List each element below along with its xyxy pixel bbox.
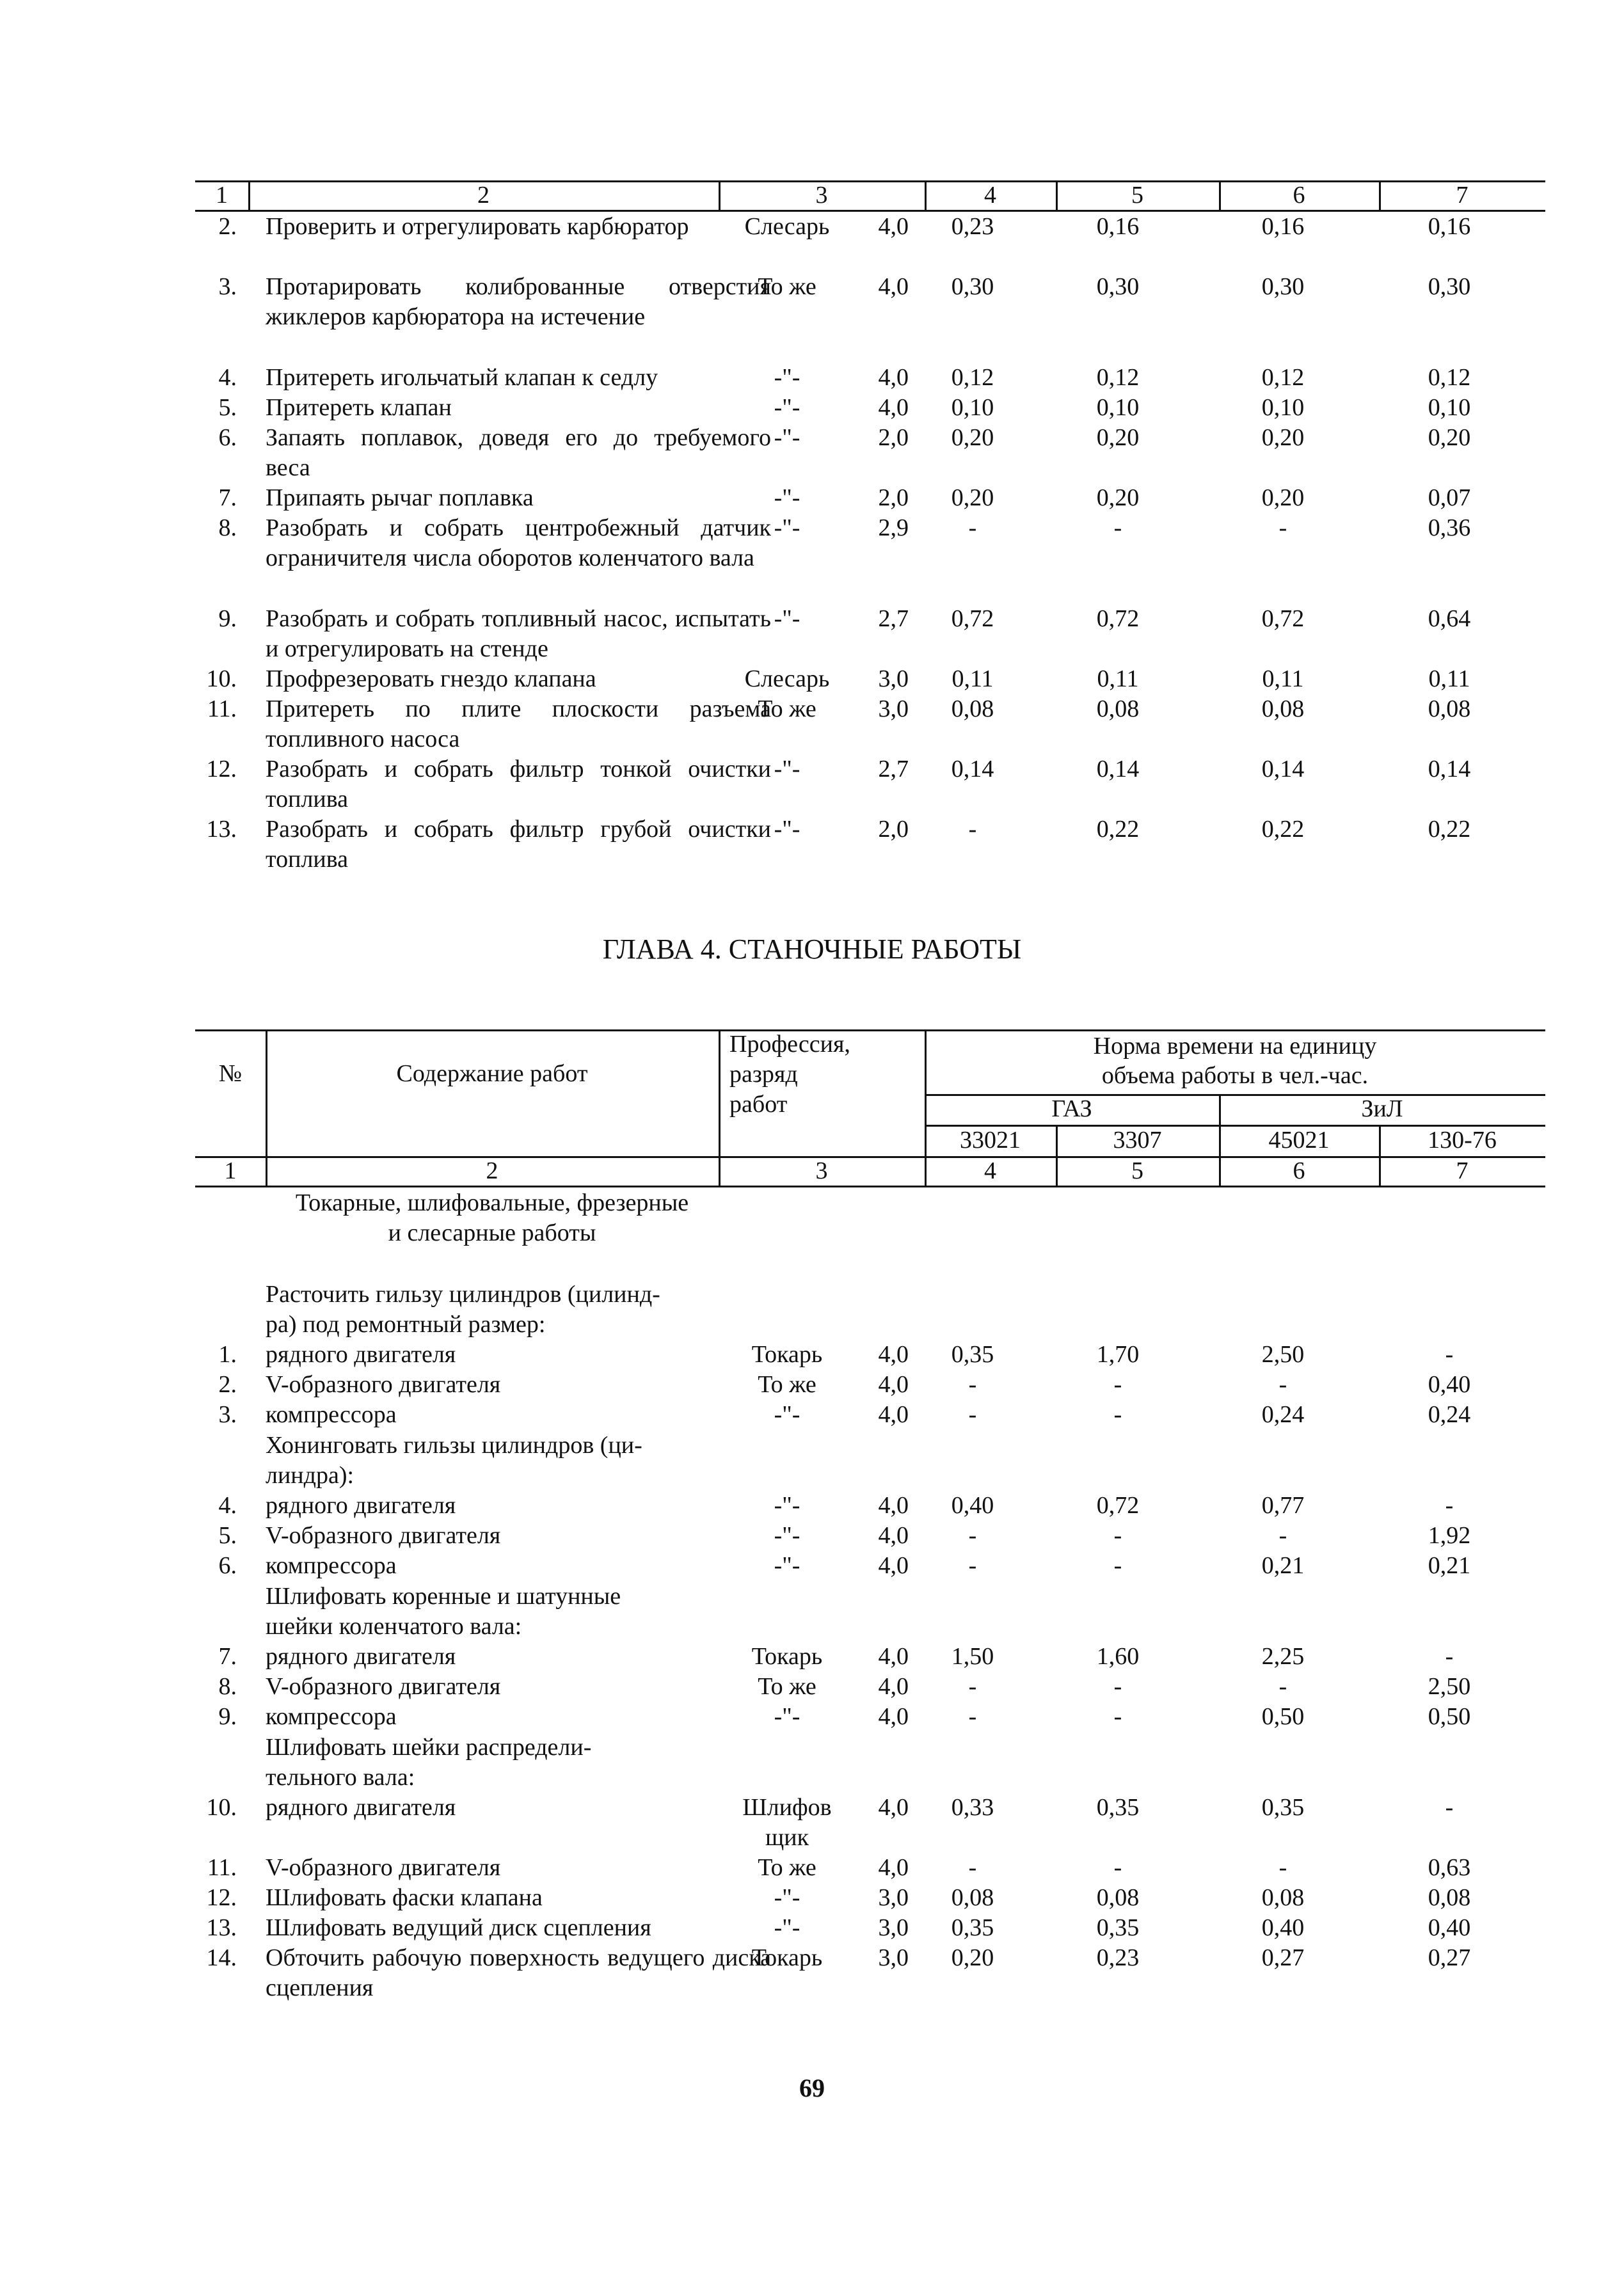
row-description: рядного двигателя xyxy=(266,1643,456,1670)
table2-head-number: № xyxy=(218,1060,243,1087)
row-norm-value: 2,25 xyxy=(1261,1643,1305,1670)
row-norm-value: - xyxy=(1113,1703,1122,1730)
row-norm-value: - xyxy=(1278,1673,1287,1700)
row-description: Шлифовать ведущий диск сцепления xyxy=(266,1914,651,1941)
row-norm-value: 0,63 xyxy=(1428,1854,1471,1881)
row-norm-value: 0,22 xyxy=(1261,816,1305,843)
row-profession: -"- xyxy=(774,605,800,632)
row-profession: -"- xyxy=(774,1914,800,1941)
row-norm-value: 0,27 xyxy=(1428,1944,1471,1971)
table2-head-content: Содержание работ xyxy=(396,1060,588,1087)
row-norm-value: 0,12 xyxy=(951,364,994,391)
row-norm-value: 0,14 xyxy=(1096,756,1140,782)
row-norm-value: - xyxy=(1113,1371,1122,1398)
row-profession: -"- xyxy=(774,756,800,782)
row-norm-value: 0,12 xyxy=(1096,364,1140,391)
table1-colnum: 3 xyxy=(815,182,828,209)
row-number: 13. xyxy=(206,1914,237,1941)
row-norm-value: 0,30 xyxy=(951,273,994,300)
row-grade: 4,0 xyxy=(878,1371,909,1398)
row-norm-value: - xyxy=(1113,1854,1122,1881)
row-norm-value: 0,36 xyxy=(1428,514,1471,541)
row-norm-value: 0,16 xyxy=(1428,213,1471,240)
row-norm-value: 0,40 xyxy=(1428,1914,1471,1941)
row-grade: 4,0 xyxy=(878,1703,909,1730)
row-grade: 4,0 xyxy=(878,1794,909,1821)
row-norm-value: 0,50 xyxy=(1261,1703,1305,1730)
row-grade: 4,0 xyxy=(878,273,909,300)
row-profession: Шлифов xyxy=(742,1794,832,1821)
row-number: 2. xyxy=(218,1371,237,1398)
row-grade: 3,0 xyxy=(878,665,909,692)
row-norm-value: - xyxy=(968,1552,977,1579)
row-number: 12. xyxy=(206,756,237,782)
row-description: Припаять рычаг поплавка xyxy=(266,484,534,511)
table2-colnum: 4 xyxy=(984,1157,996,1184)
row-description: Разобрать и собрать топливный насос, испытать и отрегулировать на стенде xyxy=(266,605,771,662)
table2-head-grade: разряд xyxy=(729,1061,798,1088)
row-norm-value: 0,35 xyxy=(951,1341,994,1368)
row-grade: 4,0 xyxy=(878,1492,909,1519)
row-description: Разобрать и собрать фильтр тонкой очистки топлива xyxy=(266,756,771,813)
row-grade: 2,7 xyxy=(878,605,909,632)
row-norm-value: 0,20 xyxy=(1096,424,1140,451)
row-grade: 4,0 xyxy=(878,1522,909,1549)
row-norm-value: 0,50 xyxy=(1428,1703,1471,1730)
row-norm-value: 0,21 xyxy=(1428,1552,1471,1579)
group-heading: Расточить гильзу цилиндров (цилинд- xyxy=(266,1281,660,1308)
table2-head-gaz: ГАЗ xyxy=(1051,1095,1092,1122)
row-norm-value: 0,11 xyxy=(951,665,994,692)
row-norm-value: - xyxy=(1113,1552,1122,1579)
row-description: Притереть по плите плоскости разъема топливного насоса xyxy=(266,695,771,752)
row-number: 3. xyxy=(218,273,237,300)
table2-head-model: 45021 xyxy=(1268,1127,1330,1154)
row-profession: -"- xyxy=(774,1492,800,1519)
row-grade: 2,0 xyxy=(878,816,909,843)
table2-head-works: работ xyxy=(729,1091,788,1118)
row-number: 4. xyxy=(218,1492,237,1519)
table1-colnum: 2 xyxy=(477,182,490,209)
row-norm-value: - xyxy=(968,1854,977,1881)
row-profession: -"- xyxy=(774,1552,800,1579)
row-norm-value: 0,23 xyxy=(951,213,994,240)
row-profession: То же xyxy=(758,273,816,300)
row-norm-value: 1,60 xyxy=(1096,1643,1140,1670)
row-description: рядного двигателя xyxy=(266,1492,456,1519)
row-profession: -"- xyxy=(774,514,800,541)
table2-head-profession: Профессия, xyxy=(729,1031,850,1058)
row-profession: То же xyxy=(758,1371,816,1398)
row-norm-value: 0,08 xyxy=(1096,1884,1140,1911)
row-norm-value: 0,35 xyxy=(1096,1914,1140,1941)
row-number: 4. xyxy=(218,364,237,391)
row-norm-value: 0,30 xyxy=(1096,273,1140,300)
row-grade: 3,0 xyxy=(878,1944,909,1971)
row-norm-value: 0,14 xyxy=(1428,756,1471,782)
group-heading: тельного вала: xyxy=(266,1764,415,1791)
row-profession-cont: щик xyxy=(765,1824,809,1851)
table2-colnum: 5 xyxy=(1131,1157,1143,1184)
row-number: 8. xyxy=(218,514,237,541)
row-norm-value: 0,27 xyxy=(1261,1944,1305,1971)
row-grade: 4,0 xyxy=(878,1854,909,1881)
row-norm-value: - xyxy=(1278,1371,1287,1398)
row-norm-value: 1,92 xyxy=(1428,1522,1471,1549)
row-norm-value: 0,40 xyxy=(1261,1914,1305,1941)
table2-head-model: 33021 xyxy=(960,1127,1021,1154)
row-norm-value: 0,33 xyxy=(951,1794,994,1821)
row-profession: Слесарь xyxy=(744,665,830,692)
row-norm-value: 0,08 xyxy=(1428,695,1471,722)
row-norm-value: 0,64 xyxy=(1428,605,1471,632)
row-number: 7. xyxy=(218,484,237,511)
row-grade: 4,0 xyxy=(878,1552,909,1579)
row-number: 5. xyxy=(218,394,237,421)
row-norm-value: 0,10 xyxy=(951,394,994,421)
row-norm-value: - xyxy=(1113,514,1122,541)
row-norm-value: 1,70 xyxy=(1096,1341,1140,1368)
section-title: Токарные, шлифовальные, фрезерные xyxy=(295,1189,689,1216)
table1-colnum: 7 xyxy=(1456,182,1469,209)
row-grade: 2,7 xyxy=(878,756,909,782)
row-norm-value: 0,21 xyxy=(1261,1552,1305,1579)
row-number: 13. xyxy=(206,816,237,843)
row-profession: То же xyxy=(758,1673,816,1700)
group-heading: ра) под ремонтный размер: xyxy=(266,1311,546,1338)
row-norm-value: - xyxy=(968,816,977,843)
row-grade: 2,0 xyxy=(878,484,909,511)
row-norm-value: 0,12 xyxy=(1428,364,1471,391)
row-norm-value: - xyxy=(968,1522,977,1549)
row-norm-value: - xyxy=(1445,1341,1454,1368)
row-profession: Слесарь xyxy=(744,213,830,240)
row-description: рядного двигателя xyxy=(266,1794,456,1821)
row-grade: 4,0 xyxy=(878,394,909,421)
row-description: Профрезеровать гнездо клапана xyxy=(266,665,596,692)
table2-head-model: 3307 xyxy=(1113,1127,1162,1154)
row-grade: 3,0 xyxy=(878,695,909,722)
row-norm-value: - xyxy=(1445,1492,1454,1519)
row-norm-value: 0,22 xyxy=(1428,816,1471,843)
row-profession: -"- xyxy=(774,1703,800,1730)
table2-head-model: 130-76 xyxy=(1428,1127,1497,1154)
row-norm-value: 2,50 xyxy=(1428,1673,1471,1700)
row-grade: 4,0 xyxy=(878,1673,909,1700)
row-number: 10. xyxy=(206,665,237,692)
row-profession: -"- xyxy=(774,1522,800,1549)
table2-head-norm-unit: объема работы в чел.-час. xyxy=(1101,1062,1369,1089)
row-norm-value: 0,35 xyxy=(951,1914,994,1941)
row-number: 9. xyxy=(218,1703,237,1730)
row-description: рядного двигателя xyxy=(266,1341,456,1368)
row-norm-value: 0,72 xyxy=(951,605,994,632)
row-profession: Токарь xyxy=(751,1643,823,1670)
row-description: Шлифовать фаски клапана xyxy=(266,1884,543,1911)
row-norm-value: 1,50 xyxy=(951,1643,994,1670)
row-profession: Токарь xyxy=(751,1341,823,1368)
table2-colnum: 6 xyxy=(1293,1157,1305,1184)
row-norm-value: 0,20 xyxy=(951,1944,994,1971)
row-norm-value: 0,35 xyxy=(1096,1794,1140,1821)
row-norm-value: 0,77 xyxy=(1261,1492,1305,1519)
row-norm-value: 0,35 xyxy=(1261,1794,1305,1821)
row-norm-value: 0,11 xyxy=(1428,665,1470,692)
row-grade: 4,0 xyxy=(878,1341,909,1368)
row-number: 11. xyxy=(207,1854,237,1881)
row-description: Притереть клапан xyxy=(266,394,452,421)
row-profession: -"- xyxy=(774,424,800,451)
row-number: 14. xyxy=(206,1944,237,1971)
row-norm-value: 0,11 xyxy=(1097,665,1139,692)
row-norm-value: 0,30 xyxy=(1428,273,1471,300)
row-norm-value: - xyxy=(968,1371,977,1398)
row-norm-value: 0,72 xyxy=(1261,605,1305,632)
row-norm-value: 0,14 xyxy=(1261,756,1305,782)
row-norm-value: 2,50 xyxy=(1261,1341,1305,1368)
row-norm-value: 0,23 xyxy=(1096,1944,1140,1971)
row-norm-value: 0,08 xyxy=(1261,1884,1305,1911)
table1-colnum: 4 xyxy=(984,182,996,209)
row-norm-value: - xyxy=(968,1703,977,1730)
row-norm-value: 0,10 xyxy=(1261,394,1305,421)
row-description: V-образного двигателя xyxy=(266,1371,501,1398)
row-norm-value: 0,22 xyxy=(1096,816,1140,843)
row-description: компрессора xyxy=(266,1552,397,1579)
row-norm-value: - xyxy=(1445,1794,1454,1821)
row-description: V-образного двигателя xyxy=(266,1673,501,1700)
row-profession: -"- xyxy=(774,1401,800,1428)
page-number: 69 xyxy=(799,2074,825,2102)
row-number: 2. xyxy=(218,213,237,240)
row-norm-value: - xyxy=(1278,514,1287,541)
table2-colnum: 1 xyxy=(224,1157,237,1184)
row-description: V-образного двигателя xyxy=(266,1522,501,1549)
table2-head-norm: Норма времени на единицу xyxy=(1093,1033,1377,1060)
row-grade: 3,0 xyxy=(878,1914,909,1941)
group-heading: Шлифовать коренные и шатунные xyxy=(266,1583,621,1610)
row-norm-value: 0,12 xyxy=(1261,364,1305,391)
row-norm-value: - xyxy=(968,514,977,541)
group-heading: Шлифовать шейки распредели- xyxy=(266,1734,592,1761)
row-number: 7. xyxy=(218,1643,237,1670)
row-description: Притереть игольчатый клапан к седлу xyxy=(266,364,658,391)
chapter-title: ГЛАВА 4. СТАНОЧНЫЕ РАБОТЫ xyxy=(602,933,1022,965)
row-norm-value: 0,72 xyxy=(1096,605,1140,632)
table1-colnum: 6 xyxy=(1293,182,1305,209)
row-norm-value: 0,40 xyxy=(951,1492,994,1519)
row-description: Протарировать колиброванные отверстия жиклеров карбюратора на истечение xyxy=(266,273,771,330)
row-norm-value: - xyxy=(1113,1673,1122,1700)
row-norm-value: 0,10 xyxy=(1428,394,1471,421)
row-norm-value: 0,20 xyxy=(951,484,994,511)
row-grade: 3,0 xyxy=(878,1884,909,1911)
row-number: 9. xyxy=(218,605,237,632)
row-norm-value: 0,08 xyxy=(1096,695,1140,722)
row-profession: -"- xyxy=(774,394,800,421)
row-description: Обточить рабочую поверхность ведущего диска сцепления xyxy=(266,1944,771,2001)
table1-colnum: 5 xyxy=(1131,182,1143,209)
row-grade: 2,0 xyxy=(878,424,909,451)
row-grade: 2,9 xyxy=(878,514,909,541)
row-profession: То же xyxy=(758,695,816,722)
row-norm-value: 0,20 xyxy=(1261,424,1305,451)
row-norm-value: 0,20 xyxy=(1261,484,1305,511)
row-norm-value: 0,24 xyxy=(1428,1401,1471,1428)
row-norm-value: 0,08 xyxy=(951,1884,994,1911)
table1-colnum: 1 xyxy=(216,182,228,209)
group-heading: шейки коленчатого вала: xyxy=(266,1613,522,1640)
row-description: компрессора xyxy=(266,1703,397,1730)
row-norm-value: 0,08 xyxy=(1428,1884,1471,1911)
row-profession: -"- xyxy=(774,816,800,843)
row-norm-value: - xyxy=(968,1401,977,1428)
row-norm-value: - xyxy=(1445,1643,1454,1670)
row-norm-value: 0,20 xyxy=(1096,484,1140,511)
row-norm-value: - xyxy=(1113,1401,1122,1428)
table2-head-zil: ЗиЛ xyxy=(1361,1095,1403,1122)
row-number: 8. xyxy=(218,1673,237,1700)
row-grade: 4,0 xyxy=(878,1643,909,1670)
row-description: V-образного двигателя xyxy=(266,1854,501,1881)
row-number: 12. xyxy=(206,1884,237,1911)
row-number: 1. xyxy=(218,1341,237,1368)
row-norm-value: 0,16 xyxy=(1261,213,1305,240)
row-description: Проверить и отрегулировать карбюратор xyxy=(266,213,689,240)
section-title: и слесарные работы xyxy=(388,1219,596,1246)
row-grade: 4,0 xyxy=(878,213,909,240)
row-norm-value: 0,08 xyxy=(951,695,994,722)
row-profession: То же xyxy=(758,1854,816,1881)
row-description: Разобрать и собрать фильтр грубой очистки топлива xyxy=(266,816,771,873)
row-grade: 4,0 xyxy=(878,1401,909,1428)
row-profession: -"- xyxy=(774,1884,800,1911)
row-norm-value: 0,10 xyxy=(1096,394,1140,421)
row-norm-value: 0,20 xyxy=(951,424,994,451)
row-description: Разобрать и собрать центробежный датчик ограничителя числа оборотов коленчатого вала xyxy=(266,514,771,571)
row-profession: Токарь xyxy=(751,1944,823,1971)
row-norm-value: 0,07 xyxy=(1428,484,1471,511)
table2-colnum: 7 xyxy=(1456,1157,1469,1184)
row-norm-value: 0,24 xyxy=(1261,1401,1305,1428)
row-norm-value: - xyxy=(1278,1854,1287,1881)
row-norm-value: 0,40 xyxy=(1428,1371,1471,1398)
row-description: Запаять поплавок, доведя его до требуемого веса xyxy=(266,424,771,481)
row-norm-value: - xyxy=(968,1673,977,1700)
row-norm-value: - xyxy=(1113,1522,1122,1549)
row-number: 6. xyxy=(218,1552,237,1579)
group-heading: Хонинговать гильзы цилиндров (ци- xyxy=(266,1432,642,1459)
row-norm-value: 0,16 xyxy=(1096,213,1140,240)
row-norm-value: 0,14 xyxy=(951,756,994,782)
row-number: 5. xyxy=(218,1522,237,1549)
group-heading: линдра): xyxy=(266,1462,354,1489)
row-number: 3. xyxy=(218,1401,237,1428)
row-norm-value: 0,11 xyxy=(1262,665,1304,692)
row-profession: -"- xyxy=(774,484,800,511)
table2-colnum: 3 xyxy=(815,1157,828,1184)
row-norm-value: 0,20 xyxy=(1428,424,1471,451)
row-norm-value: 0,30 xyxy=(1261,273,1305,300)
row-norm-value: - xyxy=(1278,1522,1287,1549)
row-grade: 4,0 xyxy=(878,364,909,391)
row-number: 6. xyxy=(218,424,237,451)
table2-colnum: 2 xyxy=(486,1157,498,1184)
row-number: 10. xyxy=(206,1794,237,1821)
row-norm-value: 0,08 xyxy=(1261,695,1305,722)
row-description: компрессора xyxy=(266,1401,397,1428)
row-number: 11. xyxy=(207,695,237,722)
row-profession: -"- xyxy=(774,364,800,391)
row-norm-value: 0,72 xyxy=(1096,1492,1140,1519)
